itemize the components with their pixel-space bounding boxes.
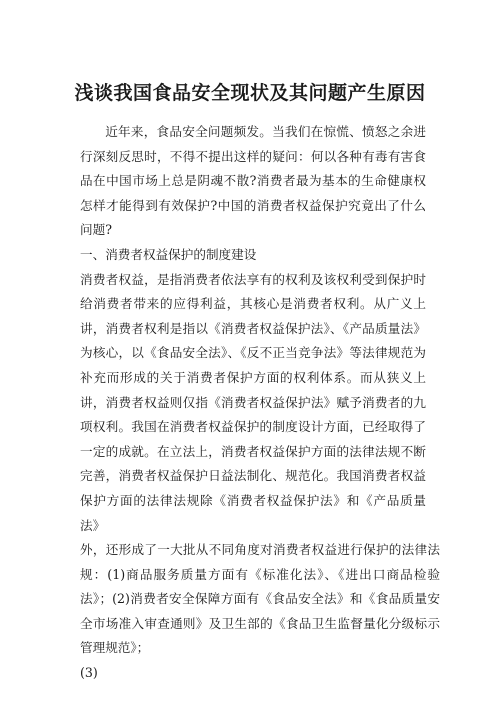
- document-title: 浅谈我国食品安全现状及其问题产生原因: [74, 82, 426, 104]
- intro-paragraph: 近年来，食品安全问题频发。当我们在惊慌、愤怒之余进行深刻反思时，不得不提出这样的疑问：何以各种有毒有害食品在中国市场上总是阴魂不散?消费者最为基本的生命健康权怎样才能得到有效保护?中国的消费者权益保护究竟出了什么问题?: [80, 124, 426, 238]
- body-paragraph: 消费者权益，是指消费者依法享有的权利及该权利受到保护时给消费者带来的应得利益，其核心是消费者权利。从广义上讲，消费者权利是指以《消费者权益保护法》、《产品质量法》为核心，以《食品安全法》、《反不正当竞争法》等法律规范为补充而形成的关于消费者保护方面的权利体系。而从狭义上讲，消费者权益则仅指《消费者权益保护法》赋予消费者的九项权利。我国在消费者权益保护的制度设计方面，已经取得了一定的成就。在立法上，消费者权益保护方面的法律法规不断完善，消费者权益保护日益法制化、规范化。我国消费者权益保护方面的法律法规除《消费者权益保护法》和《产品质量法》: [80, 271, 426, 533]
- body-paragraph: 外，还形成了一大批从不同角度对消费者权益进行保护的法律法规：(1)商品服务质量方面有《标准化法》、《进出口商品检验法》；(2)消费者安全保障方面有《食品安全法》和《食品质量安全市场准入审查通则》及卫生部的《食品卫生监督量化分级标示管理规范》；: [80, 542, 440, 656]
- section-heading: 一、消费者权益保护的制度建设: [80, 246, 257, 262]
- document-body: [80, 120, 440, 686]
- body-paragraph: (3): [80, 665, 98, 681]
